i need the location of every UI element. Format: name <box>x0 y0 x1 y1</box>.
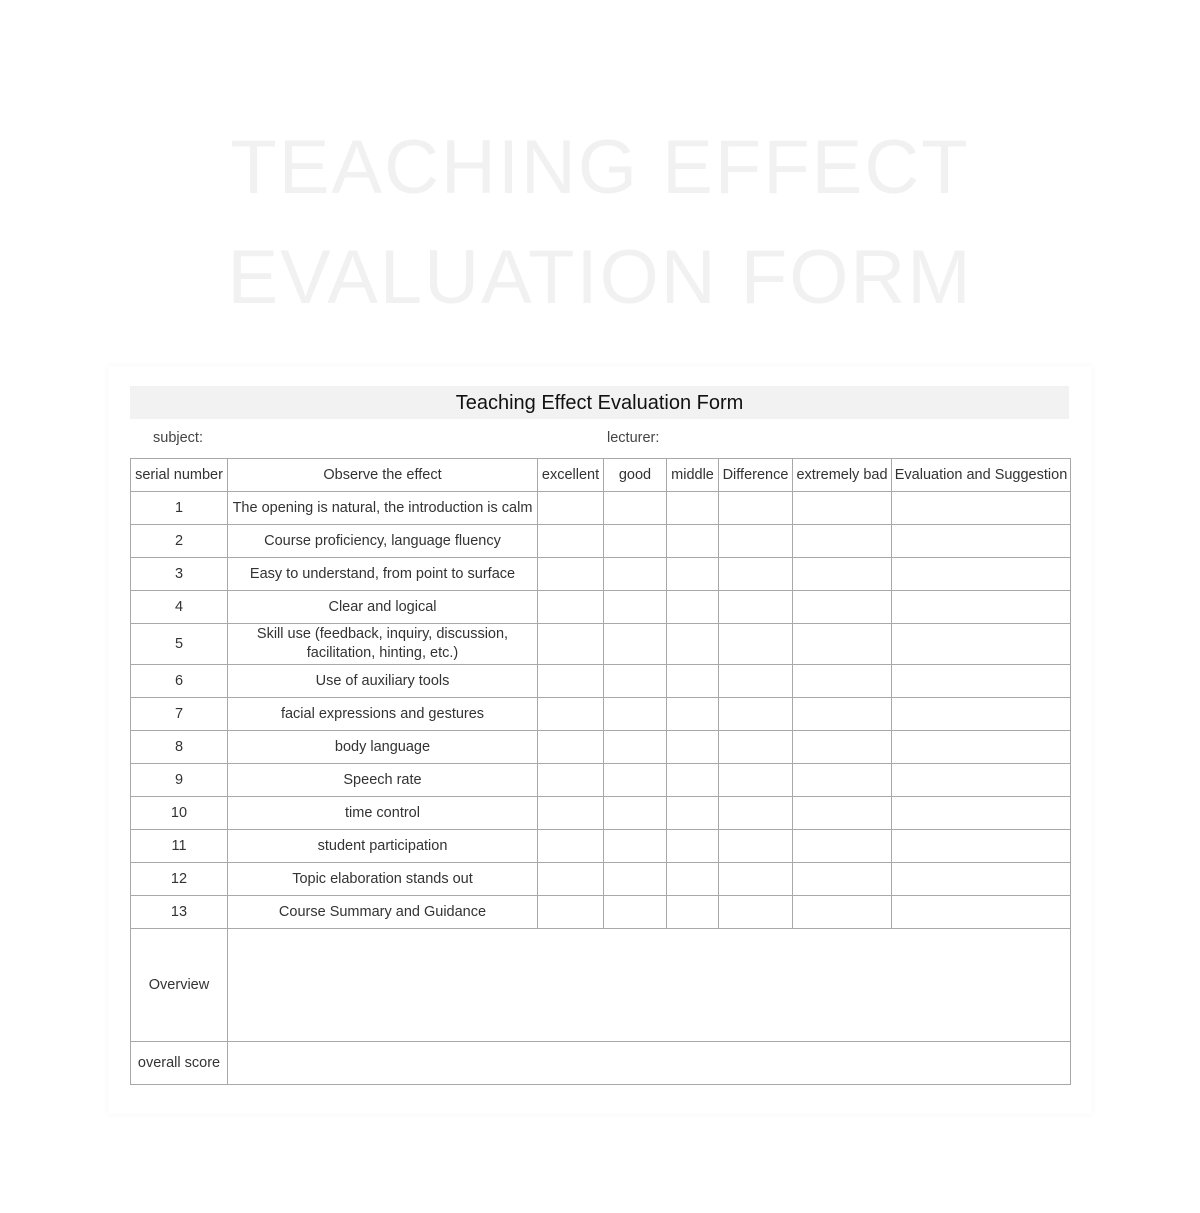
observe-effect-cell: body language <box>228 731 538 764</box>
overall-score-label: overall score <box>131 1042 228 1085</box>
good-cell[interactable] <box>604 797 667 830</box>
observe-effect-cell: student participation <box>228 830 538 863</box>
good-cell[interactable] <box>604 558 667 591</box>
extremely-bad-cell[interactable] <box>793 665 892 698</box>
col-header: Observe the effect <box>228 459 538 492</box>
excellent-cell[interactable] <box>538 797 604 830</box>
difference-cell[interactable] <box>719 863 793 896</box>
table-row <box>131 797 1071 830</box>
excellent-cell[interactable] <box>538 558 604 591</box>
serial-number-cell: 9 <box>131 764 228 797</box>
evaluation-cell[interactable] <box>892 558 1071 591</box>
observe-effect-cell: time control <box>228 797 538 830</box>
excellent-cell[interactable] <box>538 525 604 558</box>
good-cell[interactable] <box>604 896 667 929</box>
observe-effect-cell: Skill use (feedback, inquiry, discussion, facilitation, hinting, etc.) <box>228 624 538 665</box>
difference-cell[interactable] <box>719 591 793 624</box>
watermark-line-1: TEACHING EFFECT <box>230 125 970 210</box>
good-cell[interactable] <box>604 492 667 525</box>
difference-cell[interactable] <box>719 764 793 797</box>
observe-effect-cell: Clear and logical <box>228 591 538 624</box>
table-row <box>131 896 1071 929</box>
evaluation-cell[interactable] <box>892 698 1071 731</box>
difference-cell[interactable] <box>719 896 793 929</box>
good-cell[interactable] <box>604 624 667 665</box>
difference-cell[interactable] <box>719 698 793 731</box>
col-header: Evaluation and Suggestion <box>892 459 1071 492</box>
watermark-line-2: EVALUATION FORM <box>227 235 973 320</box>
good-cell[interactable] <box>604 731 667 764</box>
middle-cell[interactable] <box>667 731 719 764</box>
middle-cell[interactable] <box>667 896 719 929</box>
col-header: excellent <box>538 459 604 492</box>
middle-cell[interactable] <box>667 525 719 558</box>
extremely-bad-cell[interactable] <box>793 731 892 764</box>
table-row <box>131 698 1071 731</box>
difference-cell[interactable] <box>719 665 793 698</box>
middle-cell[interactable] <box>667 863 719 896</box>
col-header: extremely bad <box>793 459 892 492</box>
good-cell[interactable] <box>604 764 667 797</box>
evaluation-cell[interactable] <box>892 624 1071 665</box>
table-row <box>131 764 1071 797</box>
overview-field[interactable] <box>228 929 1071 1042</box>
serial-number-cell: 12 <box>131 863 228 896</box>
middle-cell[interactable] <box>667 591 719 624</box>
excellent-cell[interactable] <box>538 731 604 764</box>
evaluation-cell[interactable] <box>892 525 1071 558</box>
excellent-cell[interactable] <box>538 764 604 797</box>
evaluation-table <box>130 458 1071 1085</box>
extremely-bad-cell[interactable] <box>793 492 892 525</box>
extremely-bad-cell[interactable] <box>793 698 892 731</box>
evaluation-cell[interactable] <box>892 830 1071 863</box>
difference-cell[interactable] <box>719 797 793 830</box>
middle-cell[interactable] <box>667 558 719 591</box>
observe-effect-cell: Speech rate <box>228 764 538 797</box>
good-cell[interactable] <box>604 665 667 698</box>
extremely-bad-cell[interactable] <box>793 764 892 797</box>
difference-cell[interactable] <box>719 830 793 863</box>
overview-row <box>131 929 1071 1042</box>
middle-cell[interactable] <box>667 665 719 698</box>
table-row <box>131 492 1071 525</box>
observe-effect-cell: facial expressions and gestures <box>228 698 538 731</box>
evaluation-cell[interactable] <box>892 665 1071 698</box>
col-header: middle <box>667 459 719 492</box>
extremely-bad-cell[interactable] <box>793 525 892 558</box>
serial-number-cell: 2 <box>131 525 228 558</box>
serial-number-cell: 4 <box>131 591 228 624</box>
evaluation-cell[interactable] <box>892 492 1071 525</box>
evaluation-cell[interactable] <box>892 591 1071 624</box>
evaluation-cell[interactable] <box>892 797 1071 830</box>
col-header: serial number <box>131 459 228 492</box>
excellent-cell[interactable] <box>538 830 604 863</box>
serial-number-cell: 7 <box>131 698 228 731</box>
good-cell[interactable] <box>604 863 667 896</box>
table-header-row <box>131 459 1071 492</box>
serial-number-cell: 13 <box>131 896 228 929</box>
good-cell[interactable] <box>604 830 667 863</box>
table-row <box>131 731 1071 764</box>
overall-score-row <box>131 1042 1071 1085</box>
serial-number-cell: 5 <box>131 624 228 665</box>
good-cell[interactable] <box>604 698 667 731</box>
table-row <box>131 525 1071 558</box>
table-row <box>131 830 1071 863</box>
good-cell[interactable] <box>604 525 667 558</box>
extremely-bad-cell[interactable] <box>793 896 892 929</box>
difference-cell[interactable] <box>719 492 793 525</box>
col-header: good <box>604 459 667 492</box>
table-row <box>131 558 1071 591</box>
observe-effect-cell: Course Summary and Guidance <box>228 896 538 929</box>
difference-cell[interactable] <box>719 731 793 764</box>
difference-cell[interactable] <box>719 525 793 558</box>
excellent-cell[interactable] <box>538 492 604 525</box>
col-header: Difference <box>719 459 793 492</box>
extremely-bad-cell[interactable] <box>793 591 892 624</box>
overview-label: Overview <box>131 929 228 1042</box>
excellent-cell[interactable] <box>538 896 604 929</box>
middle-cell[interactable] <box>667 624 719 665</box>
form-title: Teaching Effect Evaluation Form <box>130 386 1069 419</box>
evaluation-cell[interactable] <box>892 896 1071 929</box>
table-row <box>131 665 1071 698</box>
middle-cell[interactable] <box>667 492 719 525</box>
lecturer-label: lecturer: <box>607 430 660 446</box>
observe-effect-cell: Topic elaboration stands out <box>228 863 538 896</box>
extremely-bad-cell[interactable] <box>793 624 892 665</box>
good-cell[interactable] <box>604 591 667 624</box>
table-row <box>131 591 1071 624</box>
middle-cell[interactable] <box>667 830 719 863</box>
observe-effect-cell: The opening is natural, the introduction is calm <box>228 492 538 525</box>
serial-number-cell: 3 <box>131 558 228 591</box>
table-row <box>131 624 1071 665</box>
serial-number-cell: 10 <box>131 797 228 830</box>
difference-cell[interactable] <box>719 624 793 665</box>
observe-effect-cell: Easy to understand, from point to surface <box>228 558 538 591</box>
subject-label: subject: <box>153 430 203 446</box>
excellent-cell[interactable] <box>538 665 604 698</box>
excellent-cell[interactable] <box>538 863 604 896</box>
middle-cell[interactable] <box>667 764 719 797</box>
middle-cell[interactable] <box>667 698 719 731</box>
extremely-bad-cell[interactable] <box>793 797 892 830</box>
extremely-bad-cell[interactable] <box>793 558 892 591</box>
extremely-bad-cell[interactable] <box>793 830 892 863</box>
observe-effect-cell: Use of auxiliary tools <box>228 665 538 698</box>
serial-number-cell: 8 <box>131 731 228 764</box>
difference-cell[interactable] <box>719 558 793 591</box>
table-row <box>131 863 1071 896</box>
evaluation-cell[interactable] <box>892 731 1071 764</box>
serial-number-cell: 11 <box>131 830 228 863</box>
extremely-bad-cell[interactable] <box>793 863 892 896</box>
observe-effect-cell: Course proficiency, language fluency <box>228 525 538 558</box>
evaluation-cell[interactable] <box>892 863 1071 896</box>
excellent-cell[interactable] <box>538 591 604 624</box>
excellent-cell[interactable] <box>538 624 604 665</box>
serial-number-cell: 1 <box>131 492 228 525</box>
evaluation-cell[interactable] <box>892 764 1071 797</box>
middle-cell[interactable] <box>667 797 719 830</box>
overall-score-field[interactable] <box>228 1042 1071 1085</box>
serial-number-cell: 6 <box>131 665 228 698</box>
excellent-cell[interactable] <box>538 698 604 731</box>
